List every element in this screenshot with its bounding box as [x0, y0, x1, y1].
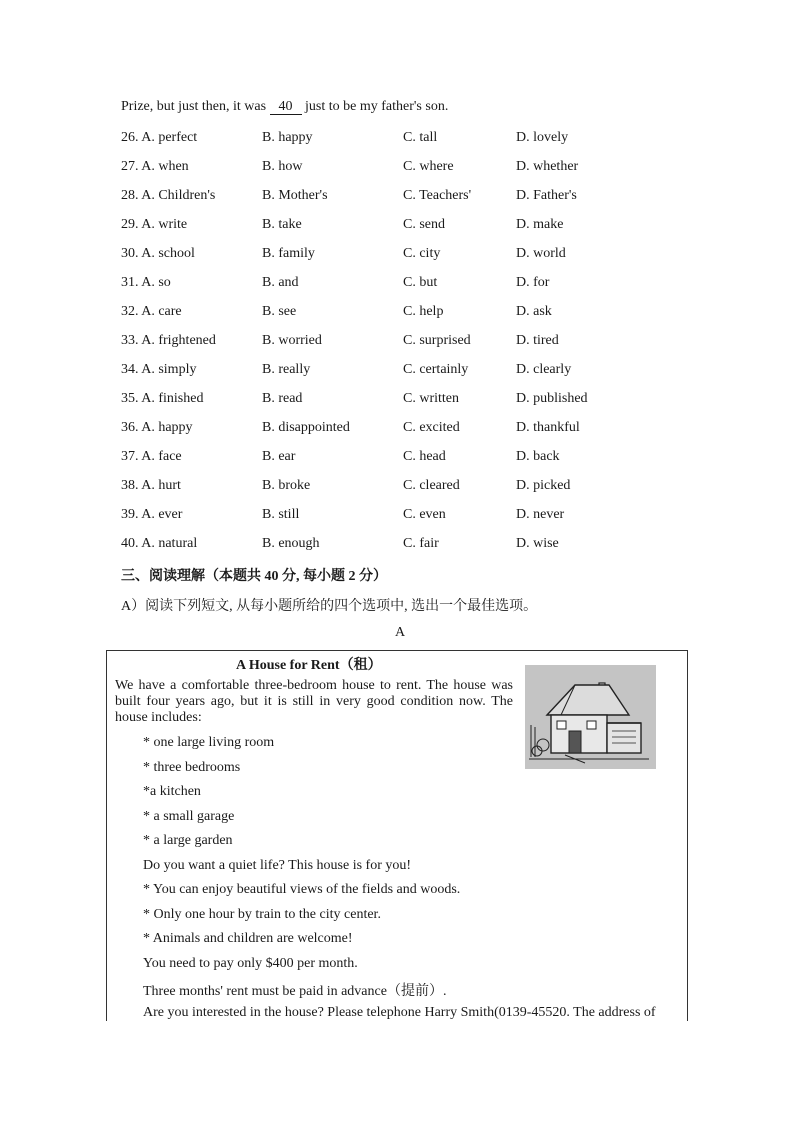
ad-text-line: * Only one hour by train to the city center.	[143, 907, 381, 922]
option-b: B. happy	[262, 130, 313, 145]
option-c: C. tall	[403, 130, 438, 145]
question-row	[121, 159, 681, 179]
option-d: D. lovely	[516, 130, 569, 145]
feature-item: * three bedrooms	[143, 760, 241, 775]
option-b: B. take	[262, 217, 302, 232]
question-row	[121, 362, 681, 382]
intro-before: Prize, but just then, it was	[121, 99, 270, 114]
option-c: C. help	[403, 304, 444, 319]
option-c: C. cleared	[403, 478, 460, 493]
question-row	[121, 333, 681, 353]
option-c: C. excited	[403, 420, 460, 435]
option-c: C. written	[403, 391, 459, 406]
question-row	[121, 217, 681, 237]
question-row	[121, 507, 681, 527]
option-d: D. tired	[516, 333, 559, 348]
ad-title: A House for Rent（租）	[236, 658, 382, 673]
option-d: D. make	[516, 217, 564, 232]
option-a: 40. A. natural	[121, 536, 198, 551]
question-row	[121, 420, 681, 440]
option-a: 31. A. so	[121, 275, 171, 290]
intro-sentence	[121, 99, 448, 115]
feature-item: * a small garage	[143, 809, 235, 824]
option-b: B. broke	[262, 478, 311, 493]
option-b: B. still	[262, 507, 300, 522]
option-c: C. fair	[403, 536, 439, 551]
option-b: B. and	[262, 275, 299, 290]
ad-text-line: Do you want a quiet life? This house is for you!	[143, 858, 412, 873]
option-d: D. clearly	[516, 362, 572, 377]
option-b: B. see	[262, 304, 297, 319]
feature-item: *a kitchen	[143, 784, 201, 799]
option-a: 32. A. care	[121, 304, 182, 319]
question-row	[121, 391, 681, 411]
question-row	[121, 246, 681, 266]
option-b: B. read	[262, 391, 303, 406]
question-row	[121, 188, 681, 208]
option-a: 26. A. perfect	[121, 130, 198, 145]
option-b: B. how	[262, 159, 303, 174]
house-rent-ad	[106, 650, 688, 1021]
feature-item: * one large living room	[143, 735, 275, 750]
option-a: 29. A. write	[121, 217, 188, 232]
option-a: 34. A. simply	[121, 362, 197, 377]
question-row	[121, 304, 681, 324]
option-c: C. even	[403, 507, 446, 522]
option-d: D. published	[516, 391, 588, 406]
option-d: D. Father's	[516, 188, 577, 203]
option-a: 39. A. ever	[121, 507, 183, 522]
question-row	[121, 449, 681, 469]
ad-contact-line: Are you interested in the house? Please telephone Harry Smith(0139-45520. The address of	[143, 1005, 656, 1020]
option-d: D. ask	[516, 304, 552, 319]
option-d: D. wise	[516, 536, 559, 551]
option-c: C. Teachers'	[403, 188, 472, 203]
question-row	[121, 275, 681, 295]
option-c: C. city	[403, 246, 441, 261]
house-illustration	[525, 665, 656, 769]
option-c: C. certainly	[403, 362, 469, 377]
section-instruction: A）阅读下列短文, 从每小题所给的四个选项中, 选出一个最佳选项。	[121, 599, 538, 614]
option-c: C. but	[403, 275, 438, 290]
passage-letter: A	[394, 625, 406, 640]
option-a: 28. A. Children's	[121, 188, 216, 203]
option-d: D. thankful	[516, 420, 580, 435]
option-c: C. send	[403, 217, 445, 232]
option-a: 30. A. school	[121, 246, 195, 261]
option-d: D. back	[516, 449, 560, 464]
answer-blank-40: 40	[270, 100, 302, 115]
option-a: 37. A. face	[121, 449, 182, 464]
question-row	[121, 536, 681, 556]
option-b: B. ear	[262, 449, 296, 464]
option-b: B. really	[262, 362, 311, 377]
option-c: C. surprised	[403, 333, 471, 348]
option-c: C. head	[403, 449, 446, 464]
intro-after: just to be my father's son.	[301, 99, 449, 114]
option-d: D. never	[516, 507, 565, 522]
option-b: B. Mother's	[262, 188, 328, 203]
option-a: 33. A. frightened	[121, 333, 216, 348]
option-b: B. worried	[262, 333, 322, 348]
option-a: 36. A. happy	[121, 420, 193, 435]
option-a: 27. A. when	[121, 159, 189, 174]
ad-text-line: You need to pay only $400 per month.	[143, 956, 358, 971]
option-d: D. world	[516, 246, 566, 261]
option-b: B. family	[262, 246, 315, 261]
ad-intro: We have a comfortable three-bedroom house to rent. The house was built four years ago, but it is still in very good condition now. The house includes:	[115, 678, 513, 725]
option-d: D. picked	[516, 478, 571, 493]
option-a: 38. A. hurt	[121, 478, 181, 493]
feature-item: * a large garden	[143, 833, 233, 848]
option-d: D. whether	[516, 159, 579, 174]
ad-text-line: * Animals and children are welcome!	[143, 931, 353, 946]
option-a: 35. A. finished	[121, 391, 204, 406]
option-c: C. where	[403, 159, 454, 174]
section-heading: 三、阅读理解（本题共 40 分, 每小题 2 分）	[121, 569, 387, 584]
question-row	[121, 130, 681, 150]
ad-text-line: Three months' rent must be paid in advance（提前）.	[143, 984, 447, 999]
option-b: B. enough	[262, 536, 320, 551]
question-row	[121, 478, 681, 498]
option-b: B. disappointed	[262, 420, 350, 435]
option-d: D. for	[516, 275, 550, 290]
ad-text-line: * You can enjoy beautiful views of the fields and woods.	[143, 882, 461, 897]
